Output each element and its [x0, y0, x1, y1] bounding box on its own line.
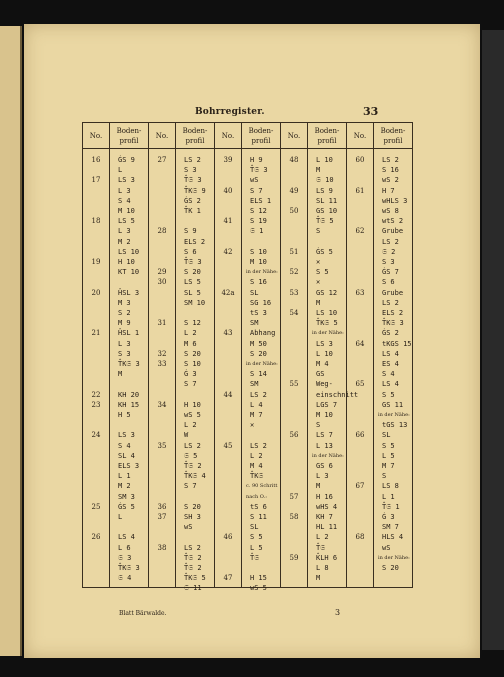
soil-profile-entry: S 20: [184, 268, 201, 277]
soil-profile-entry: M 3: [118, 298, 131, 307]
soil-profile-entry: L 2: [316, 533, 329, 542]
bore-number: 26: [91, 533, 101, 542]
soil-profile-entry: Weg-: [316, 380, 333, 389]
soil-profile-entry: SH 3: [184, 513, 201, 521]
soil-profile-entry: T̂K𝔖 4: [184, 472, 206, 481]
soil-profile-entry: 𝔖 2: [382, 247, 396, 256]
bore-number: 61: [355, 186, 365, 195]
soil-profile-entry: S: [316, 421, 321, 430]
bore-number: 67: [355, 482, 365, 491]
soil-profile-entry: L 4: [250, 400, 263, 409]
bore-number: 41: [223, 217, 233, 226]
bore-number: 62: [355, 227, 365, 236]
bore-number: 66: [355, 431, 365, 440]
signature-number: 3: [335, 608, 341, 617]
soil-profile-entry: Grube: [382, 227, 404, 236]
soil-profile-entry: M 6: [184, 339, 197, 348]
profile-column: [176, 149, 215, 593]
soil-profile-entry: L 3: [316, 472, 329, 481]
soil-profile-entry: S 16: [382, 166, 399, 175]
soil-profile-entry: T̂𝔖 2: [184, 553, 202, 562]
bore-number: 23: [91, 400, 101, 409]
soil-profile-entry: S: [382, 472, 387, 481]
soil-profile-entry: wS 5: [184, 411, 201, 419]
soil-profile-entry: tS 3: [250, 309, 267, 317]
column-header-no: No.: [215, 123, 242, 149]
soil-profile-entry: L 10: [316, 156, 333, 164]
soil-profile-entry: S 16: [250, 278, 267, 287]
soil-profile-entry: LS 2: [250, 441, 267, 450]
soil-profile-entry: LS 2: [250, 390, 267, 399]
soil-profile-entry: T̂𝔖: [250, 553, 260, 562]
soil-profile-entry: S 20: [184, 502, 201, 511]
soil-profile-entry: 𝔖 5: [184, 451, 198, 460]
soil-profile-entry: M: [118, 370, 123, 379]
soil-profile-entry: Ġ 3: [184, 370, 197, 379]
table-body-row: [83, 149, 413, 588]
bore-number: 68: [355, 533, 365, 542]
soil-profile-entry: M 2: [118, 482, 131, 491]
soil-profile-entry: LS 2: [382, 156, 399, 164]
soil-profile-entry: M: [316, 166, 321, 175]
bore-number: 18: [91, 217, 101, 226]
bore-number: 59: [289, 553, 299, 562]
soil-profile-entry: LS 2: [382, 298, 399, 307]
soil-profile-entry: ELS 1: [250, 196, 272, 205]
soil-profile-entry: H 7: [382, 186, 395, 195]
soil-profile-entry: LS 2: [184, 441, 201, 450]
soil-profile-entry: wS 8: [382, 207, 399, 215]
soil-profile-entry: in der Nähe:: [246, 361, 278, 367]
soil-profile-entry: wS: [250, 176, 259, 185]
bore-number: 49: [289, 186, 299, 195]
soil-profile-entry: LS 3: [316, 339, 333, 348]
bore-number: 45: [223, 441, 233, 450]
soil-profile-entry: ĠS 9: [118, 156, 135, 164]
number-column: [281, 149, 308, 588]
soil-profile-entry: L 10: [316, 349, 333, 358]
soil-profile-entry: S 5: [250, 533, 263, 542]
soil-profile-entry: LGS 7: [316, 400, 338, 409]
bore-number: 25: [91, 502, 101, 511]
soil-profile-entry: T̂K 1: [184, 207, 201, 215]
bore-number: 56: [289, 431, 299, 440]
table-header-row: [83, 123, 413, 149]
bore-number: 46: [223, 533, 233, 542]
soil-profile-entry: SL 4: [118, 451, 135, 460]
soil-profile-entry: L 5: [382, 451, 395, 460]
soil-profile-entry: L 8: [316, 564, 329, 572]
number-column: [347, 149, 374, 588]
soil-profile-entry: LS 10: [316, 309, 338, 317]
soil-profile-entry: in der Nähe:: [312, 330, 344, 337]
profile-column: [374, 149, 413, 588]
soil-profile-entry: ES 4: [382, 360, 399, 368]
soil-profile-entry: GS 11: [382, 400, 404, 409]
soil-profile-entry: M 10: [316, 411, 333, 419]
soil-profile-entry: GS: [316, 370, 325, 379]
soil-profile-entry: S 19: [250, 217, 267, 226]
soil-profile-entry: SL 11: [316, 196, 338, 205]
bore-number: 19: [91, 258, 101, 266]
soil-profile-entry: wS 5: [250, 584, 267, 593]
soil-profile-entry: S 20: [250, 349, 267, 358]
soil-profile-entry: L 3: [118, 186, 131, 195]
bore-number: 64: [355, 339, 365, 348]
soil-profile-entry: M 4: [250, 462, 263, 470]
soil-profile-entry: T̂𝔖 2: [184, 564, 202, 572]
soil-profile-entry: in der Nähe:: [378, 554, 410, 561]
column-header-profile: Boden- profil: [176, 123, 215, 149]
soil-profile-entry: KH 20: [118, 390, 140, 399]
soil-profile-entry: LS 8: [382, 482, 399, 491]
soil-profile-entry: S 2: [118, 309, 131, 317]
soil-profile-entry: ĠS 5: [316, 247, 333, 256]
soil-profile-entry: ĠS 7: [382, 268, 399, 277]
soil-profile-entry: M: [316, 482, 321, 491]
soil-profile-entry: LS 2: [184, 156, 201, 164]
soil-profile-entry: LS 2: [184, 543, 201, 552]
soil-profile-entry: SL 5: [184, 288, 201, 297]
soil-profile-entry: ELS 2: [382, 309, 404, 317]
bore-number: 20: [91, 288, 101, 297]
soil-profile-entry: KH 15: [118, 400, 140, 409]
soil-profile-entry: T̂K𝔖 3: [118, 564, 140, 572]
soil-profile-entry: S 20: [184, 349, 201, 358]
soil-profile-entry: H 10: [184, 400, 201, 409]
soil-profile-entry: M 4: [316, 360, 329, 368]
soil-profile-entry: HL 11: [316, 523, 338, 532]
bore-number: 44: [223, 390, 233, 399]
soil-profile-entry: S 3: [184, 166, 197, 175]
soil-profile-entry: S 5: [316, 268, 329, 277]
soil-profile-entry: wtS 2: [382, 217, 404, 226]
bore-number: 37: [157, 513, 167, 521]
soil-profile-entry: tS 6: [250, 502, 267, 511]
soil-profile-entry: T̂K𝔖 3: [118, 360, 140, 368]
bore-number: 33: [157, 360, 167, 368]
bore-number: 42a: [221, 288, 235, 297]
soil-profile-entry: S 12: [250, 207, 267, 215]
soil-profile-entry: S 10: [250, 247, 267, 256]
soil-profile-entry: einschnitt: [316, 390, 359, 399]
bore-number: 35: [157, 441, 167, 450]
number-column: [215, 149, 242, 588]
soil-profile-entry: M 10: [118, 207, 135, 215]
soil-profile-entry: in der Nähe:: [246, 269, 278, 276]
soil-profile-entry: tKGS 15: [382, 339, 412, 348]
profile-column: [242, 149, 281, 593]
soil-profile-entry: LS 5: [118, 217, 135, 226]
soil-profile-entry: ✕: [316, 258, 321, 266]
soil-profile-entry: GS 12: [316, 288, 338, 297]
soil-profile-entry: T̂K𝔖 9: [184, 186, 206, 195]
soil-profile-entry: 𝔖 4: [118, 574, 132, 583]
soil-profile-entry: L: [118, 166, 123, 175]
bore-number: 24: [91, 431, 101, 440]
soil-profile-entry: L 2: [250, 451, 263, 460]
soil-profile-entry: S 7: [250, 186, 263, 195]
soil-profile-entry: W: [184, 431, 189, 440]
soil-profile-entry: wHS 4: [316, 502, 338, 511]
soil-profile-entry: S 6: [184, 247, 197, 256]
column-header-no: No.: [281, 123, 308, 149]
page-title: Bohrregister.: [195, 107, 265, 117]
soil-profile-entry: 𝔖 3: [118, 553, 132, 562]
soil-profile-entry: L 5: [250, 543, 263, 552]
soil-profile-entry: T̂𝔖 1: [382, 502, 400, 511]
soil-profile-entry: LS 7: [316, 431, 333, 440]
soil-profile-entry: S 5: [382, 390, 395, 399]
soil-profile-entry: L 3: [118, 339, 131, 348]
soil-profile-entry: LS 2: [382, 237, 399, 246]
soil-profile-entry: S 20: [382, 564, 399, 572]
soil-profile-entry: L: [118, 513, 123, 521]
column-header-profile: Boden- profil: [374, 123, 413, 149]
soil-profile-entry: c. 90 Schritt: [246, 483, 278, 490]
soil-profile-entry: SM: [250, 380, 259, 389]
bore-number: 51: [289, 247, 299, 256]
soil-profile-entry: S 3: [382, 258, 395, 266]
soil-profile-entry: SM 7: [382, 523, 399, 532]
soil-profile-entry: wHLS 3: [382, 196, 408, 205]
soil-profile-entry: S 5: [382, 441, 395, 450]
soil-profile-entry: S 14: [250, 370, 267, 379]
bohrregister-table: [82, 122, 413, 593]
soil-profile-entry: S 11: [250, 513, 267, 521]
soil-profile-entry: M: [316, 298, 321, 307]
soil-profile-entry: S 10: [184, 360, 201, 368]
bore-number: 63: [355, 288, 365, 297]
soil-profile-entry: T̂𝔖 2: [184, 462, 202, 470]
number-column: [149, 149, 176, 588]
soil-profile-entry: T̂𝔖: [316, 543, 326, 552]
bore-number: 30: [157, 278, 167, 287]
soil-profile-entry: H 15: [250, 574, 267, 583]
soil-profile-entry: M 50: [250, 339, 267, 348]
soil-profile-entry: ĤSL 3: [118, 288, 140, 297]
soil-profile-entry: S 4: [118, 441, 131, 450]
page-number: 33: [363, 105, 379, 118]
bore-number: 16: [91, 156, 101, 164]
soil-profile-entry: S 4: [382, 370, 395, 379]
sheet-name: Blatt Bärwalde.: [119, 610, 167, 617]
soil-profile-entry: LS 3: [118, 431, 135, 440]
soil-profile-entry: H 10: [118, 258, 135, 266]
bore-number: 54: [289, 309, 299, 317]
bore-number: 43: [223, 329, 233, 338]
soil-profile-entry: HLS 4: [382, 533, 404, 542]
soil-profile-entry: 𝔖 11: [184, 584, 202, 593]
soil-profile-entry: SM 3: [118, 492, 135, 501]
soil-profile-entry: M 7: [250, 411, 263, 419]
bore-number: 28: [157, 227, 167, 236]
soil-profile-entry: ĤSL 1: [118, 329, 140, 338]
soil-profile-entry: S 7: [184, 380, 197, 389]
soil-profile-entry: SL: [382, 431, 391, 440]
soil-profile-entry: 𝔖 10: [316, 176, 334, 185]
bore-number: 22: [91, 390, 101, 399]
profile-column: [308, 149, 359, 588]
number-column: [83, 149, 110, 588]
bore-number: 29: [157, 268, 167, 277]
soil-profile-entry: wS 2: [382, 176, 399, 185]
soil-profile-entry: LS 3: [118, 176, 135, 185]
soil-profile-entry: L 13: [316, 441, 333, 450]
soil-profile-entry: H 9: [250, 156, 263, 164]
soil-profile-entry: M 9: [118, 319, 131, 328]
book-left-page-edge: [0, 26, 22, 656]
soil-profile-entry: Abhang: [250, 329, 276, 338]
soil-profile-entry: ĠS 2: [382, 329, 399, 338]
soil-profile-entry: L 3: [118, 227, 131, 236]
bore-number: 34: [157, 400, 167, 409]
soil-profile-entry: LS 4: [118, 533, 135, 542]
book-right-edge: [482, 30, 504, 650]
soil-profile-entry: Ġ 3: [382, 513, 395, 521]
soil-profile-entry: Grube: [382, 288, 404, 297]
column-header-no: No.: [149, 123, 176, 149]
bore-number: 36: [157, 502, 167, 511]
soil-profile-entry: M 7: [382, 462, 395, 470]
bore-number: 53: [289, 288, 299, 297]
soil-profile-entry: tGS 13: [382, 421, 408, 430]
soil-profile-entry: H 16: [316, 492, 333, 501]
soil-profile-entry: L 1: [118, 472, 131, 481]
soil-profile-entry: L 6: [118, 543, 131, 552]
soil-profile-entry: KT 10: [118, 268, 140, 277]
bore-number: 60: [355, 156, 365, 164]
bore-number: 17: [91, 176, 101, 185]
soil-profile-entry: SM: [250, 319, 259, 328]
column-header-no: No.: [83, 123, 110, 149]
soil-profile-entry: ĠS 5: [118, 502, 135, 511]
bore-number: 50: [289, 207, 299, 215]
soil-profile-entry: M 2: [118, 237, 131, 246]
soil-profile-entry: LS 4: [382, 380, 399, 389]
soil-profile-entry: 𝔖 1: [250, 227, 264, 236]
soil-profile-entry: SG 16: [250, 298, 272, 307]
column-header-profile: Boden- profil: [308, 123, 347, 149]
bore-number: 40: [223, 186, 233, 195]
soil-profile-entry: T̂𝔖 3: [184, 258, 202, 266]
soil-profile-entry: S: [316, 227, 321, 236]
soil-profile-entry: SM 10: [184, 298, 206, 307]
soil-profile-entry: in der Nähe:: [312, 452, 344, 459]
bore-number: 42: [223, 247, 233, 256]
soil-profile-entry: LS 5: [184, 278, 201, 287]
soil-profile-entry: SL: [250, 288, 259, 297]
soil-profile-entry: KH 7: [316, 513, 333, 521]
soil-profile-entry: ✕: [316, 278, 321, 287]
bore-number: 27: [157, 156, 167, 164]
soil-profile-entry: ĠS 2: [184, 196, 201, 205]
soil-profile-entry: LS 4: [382, 349, 399, 358]
bore-number: 58: [289, 513, 299, 521]
profile-column: [110, 149, 149, 588]
soil-profile-entry: T̂K𝔖 5: [316, 319, 338, 328]
book-page: [24, 24, 480, 658]
soil-profile-entry: SL: [250, 523, 259, 532]
bore-number: 65: [355, 380, 365, 389]
soil-profile-entry: M: [316, 574, 321, 583]
bore-number: 52: [289, 268, 299, 277]
soil-profile-entry: in der Nähe:: [378, 412, 410, 418]
bore-number: 21: [91, 329, 101, 338]
bore-number: 57: [289, 492, 299, 501]
soil-profile-entry: S 9: [184, 227, 197, 236]
soil-profile-entry: LS 10: [118, 247, 140, 256]
soil-profile-entry: K̂LH 6: [316, 553, 338, 562]
column-header-profile: Boden- profil: [242, 123, 281, 149]
bore-number: 55: [289, 380, 299, 389]
soil-profile-entry: T̂K𝔖 3: [382, 319, 404, 328]
soil-profile-entry: S 3: [118, 349, 131, 358]
soil-profile-entry: L 1: [382, 492, 395, 501]
soil-profile-entry: S 6: [382, 278, 395, 287]
bore-number: 48: [289, 156, 299, 164]
soil-profile-entry: T̂𝔖 3: [184, 176, 202, 185]
soil-profile-entry: GS 10: [316, 207, 338, 215]
soil-profile-entry: LS 9: [316, 186, 333, 195]
soil-profile-entry: nach O.:: [246, 493, 267, 500]
column-header-no: No.: [347, 123, 374, 149]
soil-profile-entry: S 12: [184, 319, 201, 328]
soil-profile-entry: H 5: [118, 411, 131, 419]
bore-number: 32: [157, 349, 167, 358]
soil-profile-entry: ✕: [250, 421, 255, 430]
bore-number: 39: [223, 156, 233, 164]
soil-profile-entry: T̂K𝔖: [250, 472, 264, 481]
soil-profile-entry: wS: [382, 543, 391, 552]
soil-profile-entry: L 2: [184, 421, 197, 430]
soil-profile-entry: S 7: [184, 482, 197, 491]
soil-profile-entry: ELS 3: [118, 462, 140, 470]
soil-profile-entry: T̂𝔖 5: [316, 217, 334, 226]
soil-profile-entry: T̂𝔖 3: [250, 166, 268, 175]
soil-profile-entry: ELS 2: [184, 237, 206, 246]
soil-profile-entry: GS 6: [316, 462, 333, 470]
soil-profile-entry: M 10: [250, 258, 267, 266]
column-header-profile: Boden- profil: [110, 123, 149, 149]
soil-profile-entry: S 4: [118, 196, 131, 205]
soil-profile-entry: L 2: [184, 329, 197, 338]
bore-number: 47: [223, 574, 233, 583]
soil-profile-entry: T̂K𝔖 5: [184, 574, 206, 583]
bore-number: 31: [157, 319, 167, 328]
bore-number: 38: [157, 543, 167, 552]
soil-profile-entry: wS: [184, 523, 193, 532]
